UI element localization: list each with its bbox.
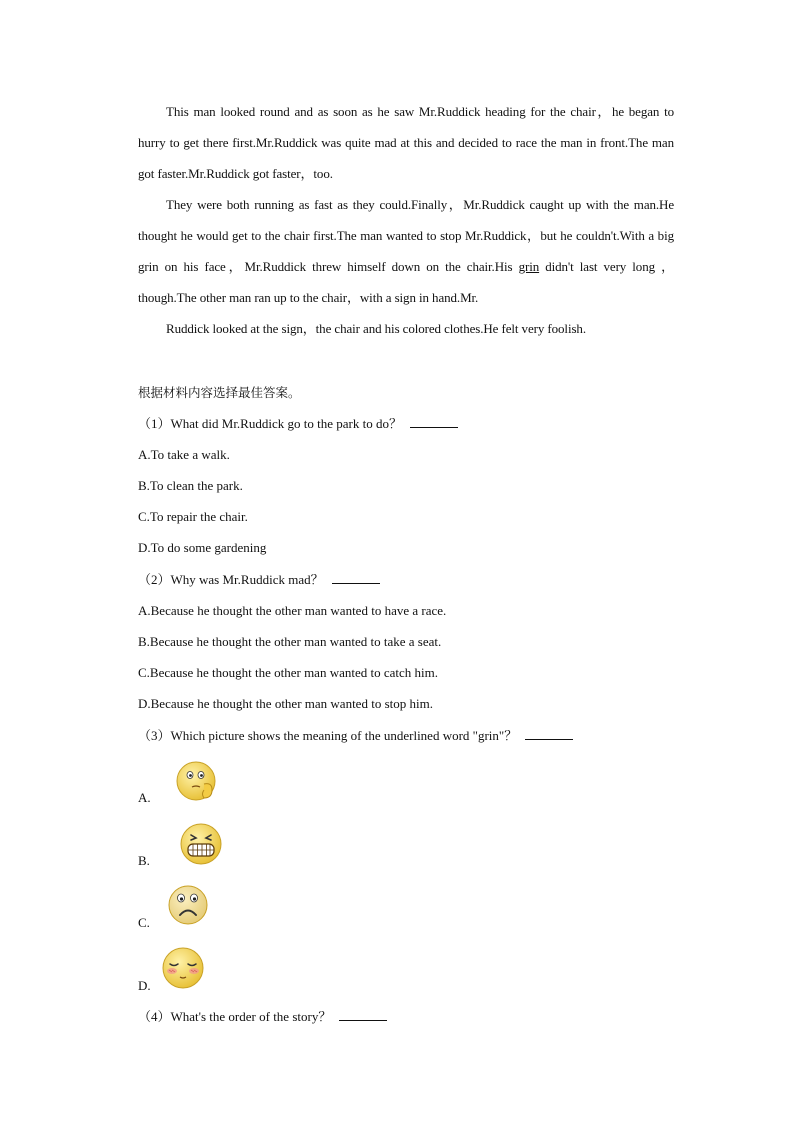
grinning-face-icon bbox=[178, 822, 224, 866]
q2-option-b: B.Because he thought the other man wanted to take a seat. bbox=[138, 634, 442, 649]
q1-option-d: D.To do some gardening bbox=[138, 540, 267, 555]
q1-option-c: C.To repair the chair. bbox=[138, 509, 248, 524]
passage-paragraph-2 bbox=[138, 189, 674, 313]
q1-option-b: B.To clean the park. bbox=[138, 478, 243, 493]
passage-paragraph-2-text-after: didn't last very long ，though.The other man ran up to the chair，with a sign in hand.Mr. bbox=[138, 259, 674, 305]
q2-option-d: D.Because he thought the other man wanted to stop him. bbox=[138, 696, 433, 711]
instruction-text: 根据材料内容选择最佳答案。 bbox=[138, 385, 301, 400]
q3-option-b-label: B. bbox=[138, 853, 150, 868]
question-4-stem: （4）What's the order of the story？ bbox=[138, 1009, 332, 1024]
answer-blank-2[interactable] bbox=[332, 571, 380, 584]
q2-option-a: A.Because he thought the other man wanted to have a race. bbox=[138, 603, 447, 618]
question-3-stem: （3）Which picture shows the meaning of the underlined word "grin"？ bbox=[138, 728, 518, 743]
passage-paragraph-2-text-before: They were both running as fast as they could.Finally，Mr.Ruddick caught up with the man.He thought he would get to the chair first.The man wanted to stop Mr.Ruddick，but he couldn't.With a big grin on his face，Mr.Ruddick threw himself down on the chair.His bbox=[138, 197, 674, 274]
answer-blank-3[interactable] bbox=[525, 727, 573, 740]
q2-option-c: C.Because he thought the other man wanted to catch him. bbox=[138, 665, 438, 680]
question-4 bbox=[138, 1008, 387, 1026]
q1-option-a: A.To take a walk. bbox=[138, 447, 230, 462]
underlined-word-grin: grin bbox=[518, 259, 540, 274]
reading-passage bbox=[138, 96, 674, 344]
passage-paragraph-1: This man looked round and as soon as he saw Mr.Ruddick heading for the chair，he began to hurry to get there first.Mr.Ruddick was quite mad at this and decided to race the man in front.The man got faster.Mr.Ruddick got faster，too. bbox=[138, 104, 674, 181]
q3-option-c-label: C. bbox=[138, 915, 150, 930]
q3-option-a-label: A. bbox=[138, 790, 151, 805]
question-2 bbox=[138, 571, 380, 589]
question-1-stem: （1）What did Mr.Ruddick go to the park to do？ bbox=[138, 416, 402, 431]
passage-paragraph-3: Ruddick looked at the sign，the chair and his colored clothes.He felt very foolish. bbox=[166, 321, 586, 336]
sad-face-icon bbox=[166, 884, 210, 926]
q3-option-d-label: D. bbox=[138, 978, 151, 993]
question-2-stem: （2）Why was Mr.Ruddick mad？ bbox=[138, 572, 324, 587]
answer-blank-4[interactable] bbox=[339, 1008, 387, 1021]
shy-blushing-face-icon bbox=[160, 946, 206, 990]
question-3 bbox=[138, 727, 573, 745]
answer-blank-1[interactable] bbox=[410, 415, 458, 428]
thinking-face-icon bbox=[174, 760, 222, 804]
question-1 bbox=[138, 415, 458, 433]
